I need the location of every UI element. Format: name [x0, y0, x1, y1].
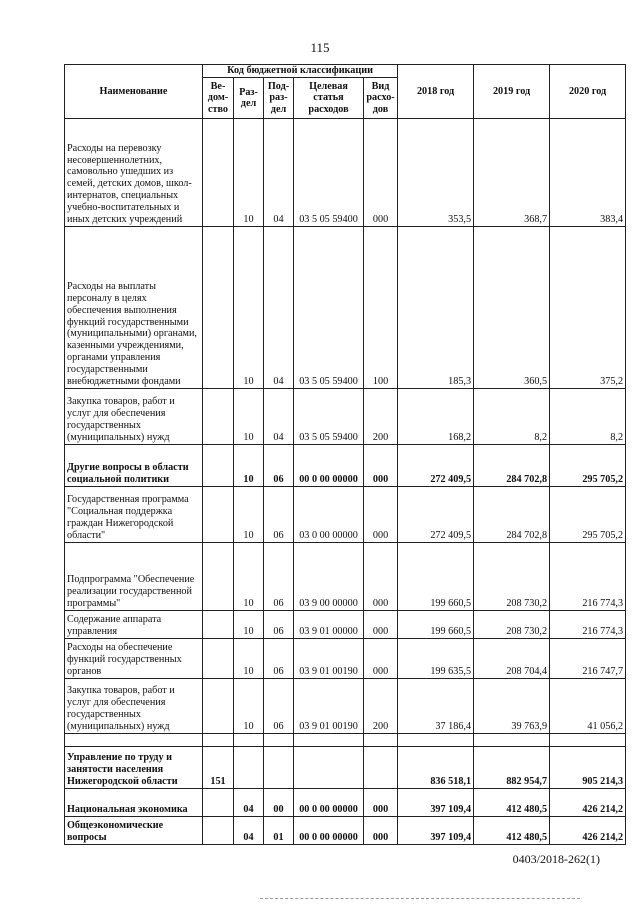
row-vid: 100	[364, 227, 398, 389]
bottom-divider	[260, 898, 580, 899]
row-vedomstvo	[203, 789, 234, 817]
row-2020: 216 774,3	[550, 543, 626, 611]
row-razdel: 10	[234, 445, 264, 487]
row-vid: 000	[364, 639, 398, 679]
row-celevaya: 03 5 05 59400	[294, 227, 364, 389]
row-2018: 397 109,4	[398, 789, 474, 817]
row-name: Государственная программа "Социальная поддержка граждан Нижегородской области"	[65, 487, 203, 543]
row-2020: 426 214,2	[550, 789, 626, 817]
table-row	[65, 119, 626, 227]
table-row	[65, 543, 626, 611]
row-name: Расходы на перевозку несовершеннолетних, самовольно ушедших из семей, детских домов, школ-интернатов, специальных учебно-воспитательных и иных детских учреждений	[65, 119, 203, 227]
col-name-header: Наименование	[65, 65, 203, 119]
classification-group-header: Код бюджетной классификации	[203, 65, 398, 78]
row-2018: 353,5	[398, 119, 474, 227]
row-celevaya: 03 5 05 59400	[294, 389, 364, 445]
row-podrazdel: 06	[264, 487, 294, 543]
row-name: Управление по труду и занятости населения Нижегородской области	[65, 747, 203, 789]
row-podrazdel: 04	[264, 389, 294, 445]
row-celevaya: 03 0 00 00000	[294, 487, 364, 543]
row-celevaya: 03 5 05 59400	[294, 119, 364, 227]
row-2019: 39 763,9	[474, 679, 550, 734]
row-razdel: 10	[234, 119, 264, 227]
row-celevaya: 03 9 01 00190	[294, 679, 364, 734]
row-name: Другие вопросы в области социальной политики	[65, 445, 203, 487]
row-name: Закупка товаров, работ и услуг для обеспечения государственных (муниципальных) нужд	[65, 389, 203, 445]
row-name: Закупка товаров, работ и услуг для обеспечения государственных (муниципальных) нужд	[65, 679, 203, 734]
row-razdel: 10	[234, 639, 264, 679]
row-vedomstvo	[203, 389, 234, 445]
row-vedomstvo	[203, 227, 234, 389]
row-2019: 360,5	[474, 227, 550, 389]
row-2018: 185,3	[398, 227, 474, 389]
row-2018: 397 109,4	[398, 817, 474, 845]
row-vedomstvo	[203, 445, 234, 487]
row-2020: 905 214,3	[550, 747, 626, 789]
row-vid: 000	[364, 487, 398, 543]
row-celevaya: 00 0 00 00000	[294, 817, 364, 845]
table-row	[65, 679, 626, 734]
row-2020: 426 214,2	[550, 817, 626, 845]
col-2018-header: 2018 год	[398, 65, 474, 119]
row-vedomstvo	[203, 611, 234, 639]
row-2020: 383,4	[550, 119, 626, 227]
col-vedomstvo-header: Ве-дом-ство	[203, 78, 234, 119]
row-vid: 000	[364, 119, 398, 227]
row-podrazdel: 06	[264, 611, 294, 639]
row-podrazdel: 06	[264, 679, 294, 734]
row-2019: 368,7	[474, 119, 550, 227]
row-celevaya	[294, 747, 364, 789]
page-number: 115	[310, 40, 330, 55]
row-podrazdel: 04	[264, 227, 294, 389]
table-row	[65, 639, 626, 679]
row-razdel: 04	[234, 817, 264, 845]
row-2020: 216 747,7	[550, 639, 626, 679]
row-vedomstvo	[203, 487, 234, 543]
table-row	[65, 789, 626, 817]
row-vedomstvo	[203, 679, 234, 734]
row-vid: 200	[364, 679, 398, 734]
row-2019: 208 730,2	[474, 611, 550, 639]
row-name: Расходы на выплаты персоналу в целях обеспечения выполнения функций государственными (муниципальными) органами, казенными учреждениями, органами управления государственными внебюджетными фондами	[65, 227, 203, 389]
row-2018: 272 409,5	[398, 445, 474, 487]
row-vid: 000	[364, 789, 398, 817]
row-name: Подпрограмма "Обеспечение реализации государственной программы"	[65, 543, 203, 611]
row-razdel: 10	[234, 679, 264, 734]
table-row	[65, 389, 626, 445]
row-2020: 375,2	[550, 227, 626, 389]
row-celevaya: 03 9 00 00000	[294, 543, 364, 611]
table-row	[65, 747, 626, 789]
row-2019: 284 702,8	[474, 487, 550, 543]
row-2018: 272 409,5	[398, 487, 474, 543]
row-2019: 882 954,7	[474, 747, 550, 789]
row-podrazdel: 06	[264, 639, 294, 679]
table-row	[65, 611, 626, 639]
row-2018: 836 518,1	[398, 747, 474, 789]
col-razdel-header: Раз-дел	[234, 78, 264, 119]
col-2019-header: 2019 год	[474, 65, 550, 119]
row-2018: 199 635,5	[398, 639, 474, 679]
row-2019: 284 702,8	[474, 445, 550, 487]
row-2020: 295 705,2	[550, 487, 626, 543]
row-vedomstvo: 151	[203, 747, 234, 789]
row-vid: 200	[364, 389, 398, 445]
table-row	[65, 445, 626, 487]
row-2020: 41 056,2	[550, 679, 626, 734]
row-vedomstvo	[203, 543, 234, 611]
row-podrazdel: 06	[264, 543, 294, 611]
row-razdel	[234, 747, 264, 789]
row-celevaya: 03 9 01 00000	[294, 611, 364, 639]
row-razdel: 04	[234, 789, 264, 817]
row-vid: 000	[364, 543, 398, 611]
row-podrazdel: 00	[264, 789, 294, 817]
row-2019: 412 480,5	[474, 789, 550, 817]
row-name: Расходы на обеспечение функций государственных органов	[65, 639, 203, 679]
row-vedomstvo	[203, 817, 234, 845]
row-vid: 000	[364, 817, 398, 845]
row-2019: 412 480,5	[474, 817, 550, 845]
col-2020-header: 2020 год	[550, 65, 626, 119]
row-2018: 168,2	[398, 389, 474, 445]
row-vid: 000	[364, 445, 398, 487]
row-name: Содержание аппарата управления	[65, 611, 203, 639]
table-row	[65, 487, 626, 543]
row-vedomstvo	[203, 639, 234, 679]
budget-table	[64, 64, 626, 845]
row-2018: 199 660,5	[398, 611, 474, 639]
row-2018: 37 186,4	[398, 679, 474, 734]
row-2020: 295 705,2	[550, 445, 626, 487]
row-name: Общеэкономические вопросы	[65, 817, 203, 845]
col-celevaya-header: Целевая статья расходов	[294, 78, 364, 119]
row-vid	[364, 747, 398, 789]
row-name: Национальная экономика	[65, 789, 203, 817]
col-vid-header: Вид расхо-дов	[364, 78, 398, 119]
row-celevaya: 00 0 00 00000	[294, 445, 364, 487]
row-razdel: 10	[234, 611, 264, 639]
row-2020: 216 774,3	[550, 611, 626, 639]
row-vid: 000	[364, 611, 398, 639]
row-2019: 8,2	[474, 389, 550, 445]
row-razdel: 10	[234, 487, 264, 543]
row-2019: 208 730,2	[474, 543, 550, 611]
row-2019: 208 704,4	[474, 639, 550, 679]
row-celevaya: 03 9 01 00190	[294, 639, 364, 679]
document-code: 0403/2018-262(1)	[512, 852, 600, 866]
row-podrazdel	[264, 747, 294, 789]
row-2020: 8,2	[550, 389, 626, 445]
table-row	[65, 817, 626, 845]
table-row	[65, 227, 626, 389]
row-razdel: 10	[234, 389, 264, 445]
row-podrazdel: 06	[264, 445, 294, 487]
row-razdel: 10	[234, 543, 264, 611]
row-2018: 199 660,5	[398, 543, 474, 611]
table-spacer-row	[65, 734, 626, 747]
col-podrazdel-header: Под-раз-дел	[264, 78, 294, 119]
row-podrazdel: 04	[264, 119, 294, 227]
row-vedomstvo	[203, 119, 234, 227]
row-podrazdel: 01	[264, 817, 294, 845]
row-razdel: 10	[234, 227, 264, 389]
row-celevaya: 00 0 00 00000	[294, 789, 364, 817]
